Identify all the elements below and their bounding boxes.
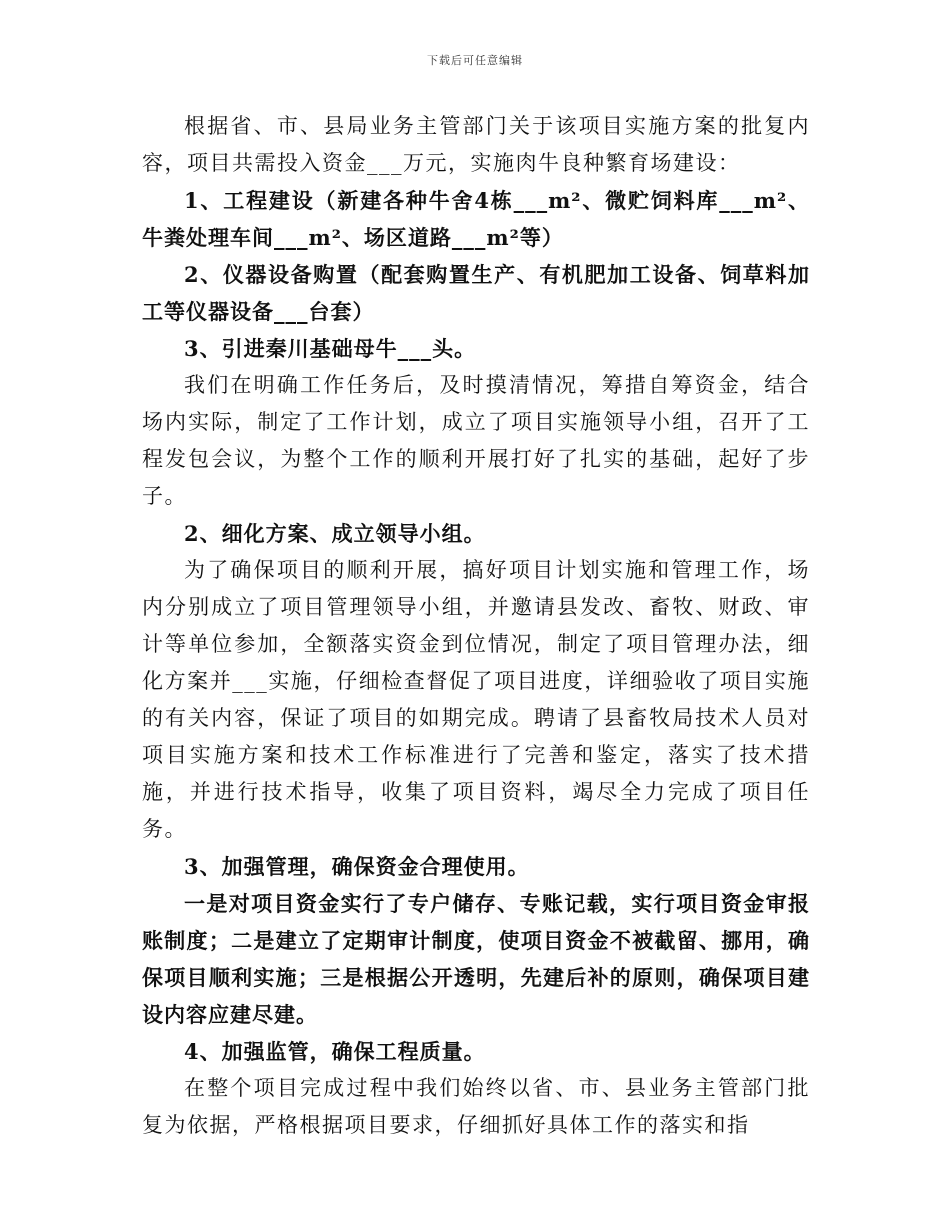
document-body	[142, 108, 810, 1144]
paragraph-intro: 根据省、市、县局业务主管部门关于该项目实施方案的批复内容，项目共需投入资金___万元，实施肉牛良种繁育场建设：	[142, 114, 810, 175]
paragraph-project-management: 为了确保项目的顺利开展，搞好项目计划实施和管理工作，场内分别成立了项目管理领导小组，并邀请县发改、畜牧、财政、审计等单位参加，全额落实资金到位情况，制定了项目管理办法，细化方案并___实施，仔细检查督促了项目进度，详细验收了项目实施的有关内容，保证了项目的如期完成。聘请了县畜牧局技术人员对项目实施方案和技术工作标准进行了完善和鉴定，落实了技术措施，并进行技术指导，收集了项目资料，竭尽全力完成了项目任务。	[142, 558, 810, 841]
item-engineering-construction: 1、工程建设（新建各种牛舍4栋___m²、微贮饲料库___m²、牛粪处理车间___m²、场区道路___m²等）	[142, 188, 810, 250]
item-cattle-introduction: 3、引进秦川基础母牛___头。	[184, 336, 477, 361]
paragraph-fund-measures: 一是对项目资金实行了专户储存、专账记载，实行项目资金审报账制度；二是建立了定期审计制度，使项目资金不被截留、挪用，确保项目顺利实施；三是根据公开透明，先建后补的原则，确保项目建设内容应建尽建。	[142, 891, 810, 1027]
heading-supervision-quality: 4、加强监管，确保工程质量。	[184, 1039, 486, 1064]
page-header: 下载后可任意编辑	[427, 54, 523, 67]
paragraph-work-plan: 我们在明确工作任务后，及时摸清情况，筹措自筹资金，结合场内实际，制定了工作计划，成立了项目实施领导小组，召开了工程发包会议，为整个工作的顺利开展打好了扎实的基础，起好了步子。	[142, 373, 810, 508]
heading-strengthen-management: 3、加强管理，确保资金合理使用。	[184, 854, 530, 879]
heading-refine-plan: 2、细化方案、成立领导小组。	[184, 521, 486, 546]
item-equipment-purchase: 2、仪器设备购置（配套购置生产、有机肥加工设备、饲草料加工等仪器设备___台套）	[142, 262, 810, 324]
paragraph-supervision: 在整个项目完成过程中我们始终以省、市、县业务主管部门批复为依据，严格根据项目要求，仔细抓好具体工作的落实和指	[142, 1076, 810, 1137]
